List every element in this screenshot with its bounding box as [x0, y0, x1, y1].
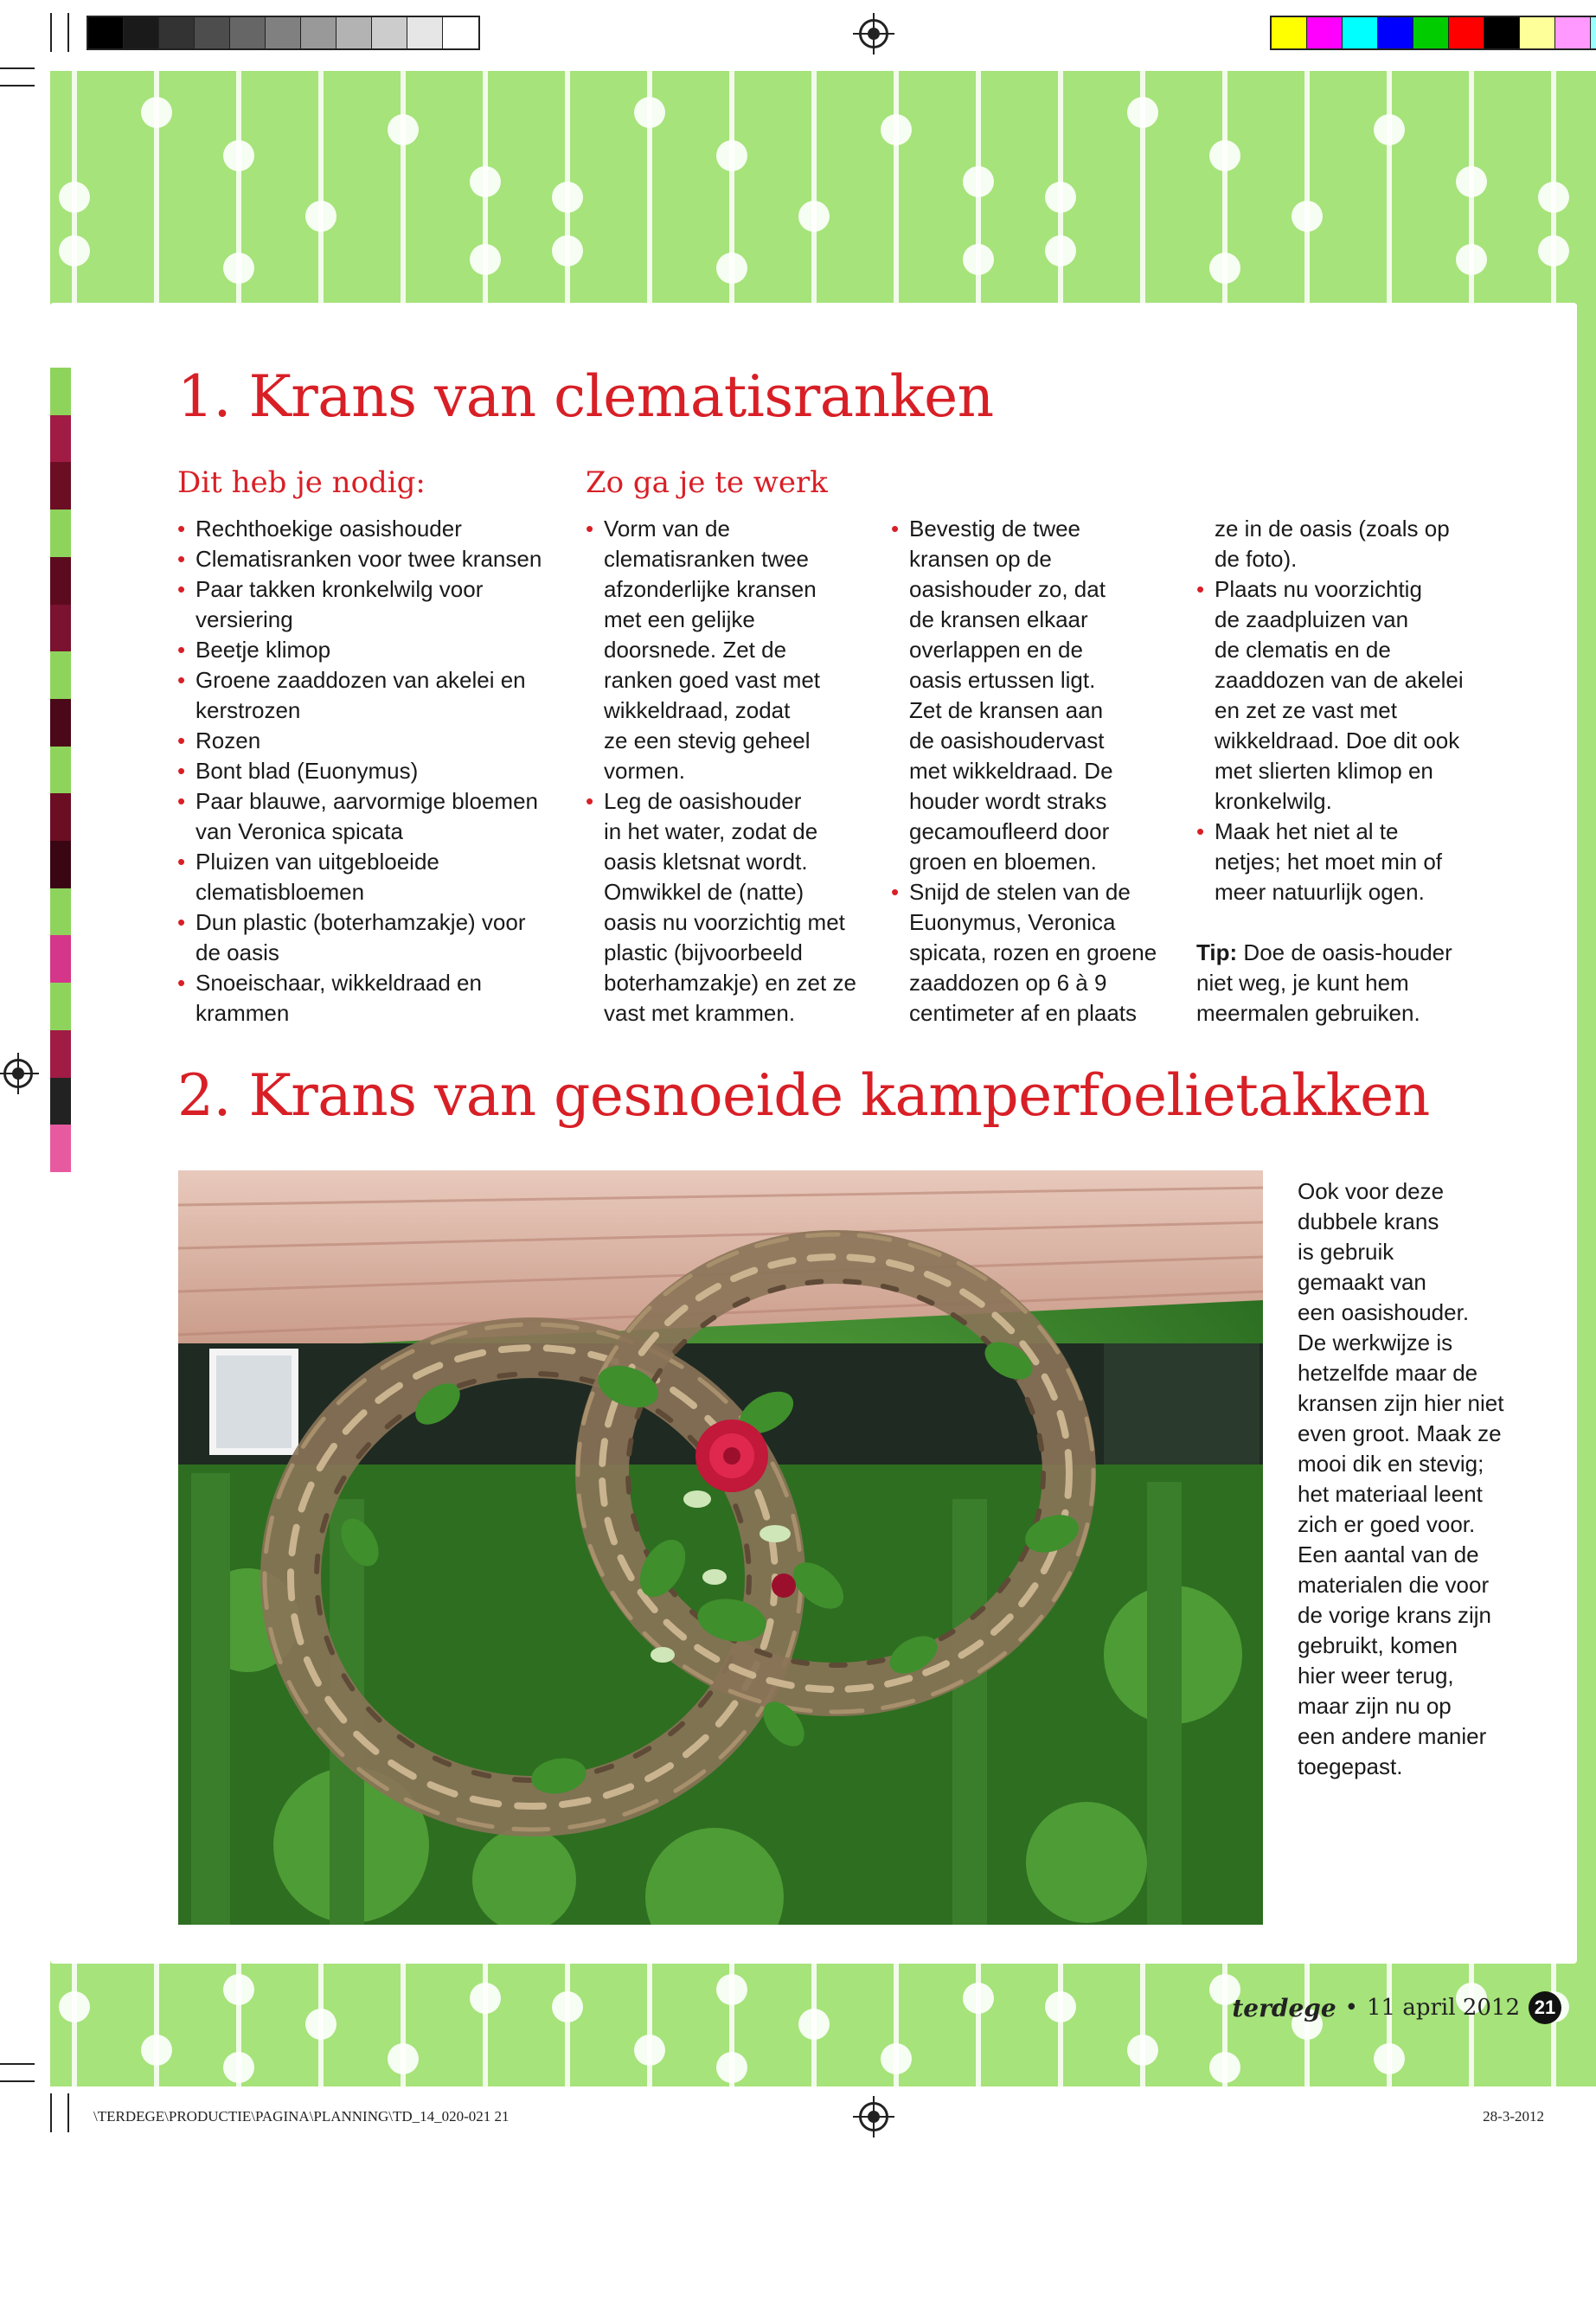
- needs-item-text: van Veronica spicata: [195, 818, 403, 844]
- body-text-line: materialen die voor: [1298, 1572, 1490, 1598]
- needs-item-text: Pluizen van uitgebloeide: [195, 849, 439, 875]
- instruction-step: [586, 514, 871, 786]
- band-dot: [1456, 244, 1487, 275]
- band-dot: [1538, 235, 1569, 266]
- instruction-text: de clematis en de: [1215, 637, 1391, 663]
- instruction-text: gecamoufleerd door: [909, 818, 1110, 844]
- tip-text: meermalen gebruiken.: [1196, 1000, 1420, 1026]
- needs-list-item: [177, 847, 558, 907]
- instruction-text: de oasishoudervast: [909, 727, 1105, 753]
- instruction-text: Vorm van de: [604, 516, 730, 542]
- band-dot: [470, 244, 501, 275]
- body-text-line: een oasishouder.: [1298, 1299, 1470, 1325]
- band-dot: [716, 140, 747, 171]
- bullet-icon: •: [891, 516, 900, 542]
- crop-mark: [0, 85, 35, 87]
- needs-list-item: [177, 786, 558, 847]
- band-dot: [552, 235, 583, 266]
- section2-body: [1298, 1176, 1540, 1782]
- needs-item-text: de oasis: [195, 939, 279, 965]
- band-dot: [223, 2052, 254, 2083]
- registration-mark-left: [3, 1059, 33, 1088]
- print-slug-date: 28-3-2012: [1483, 2108, 1544, 2125]
- instruction-text: de kransen elkaar: [909, 606, 1088, 632]
- instruction-text: centimeter af en plaats: [909, 1000, 1138, 1026]
- instruction-text: zaaddozen op 6 à 9: [909, 970, 1107, 996]
- instruction-text: netjes; het moet min of: [1215, 849, 1443, 875]
- page-number: 21: [1529, 1991, 1561, 2024]
- instruction-text: kronkelwilg.: [1215, 788, 1332, 814]
- band-stripe: [647, 1957, 652, 2086]
- instruction-text: Zet de kransen aan: [909, 697, 1104, 723]
- body-text-line: mooi dik en stevig;: [1298, 1451, 1484, 1477]
- crop-mark: [50, 2093, 52, 2132]
- band-dot: [552, 1991, 583, 2022]
- instruction-text: clematisranken twee: [604, 546, 809, 572]
- instruction-step: [891, 514, 1176, 877]
- instruction-text: plastic (bijvoorbeeld: [604, 939, 803, 965]
- band-dot: [716, 1974, 747, 2005]
- band-dot: [963, 166, 994, 197]
- instruction-text: Omwikkel de (natte): [604, 879, 804, 905]
- band-dot: [963, 1983, 994, 2014]
- band-dot: [1292, 201, 1323, 232]
- needs-list-item: [177, 907, 558, 968]
- instruction-step: [891, 877, 1176, 1029]
- band-stripe: [1140, 1957, 1145, 2086]
- color-calibration-bar: [1270, 16, 1596, 50]
- instruction-text: overlappen en de: [909, 637, 1083, 663]
- band-stripe: [154, 1957, 159, 2086]
- needs-list-item: [177, 514, 558, 544]
- band-stripe: [483, 1957, 488, 2086]
- instruction-text: oasishouder zo, dat: [909, 576, 1106, 602]
- needs-heading: Dit heb je nodig:: [177, 465, 426, 500]
- body-text-line: een andere manier: [1298, 1723, 1487, 1749]
- decorative-side-strip: [1577, 303, 1596, 1990]
- band-dot: [59, 182, 90, 213]
- needs-list-item: [177, 968, 558, 1029]
- body-text-line: De werkwijze is: [1298, 1330, 1453, 1356]
- band-dot: [1045, 1991, 1076, 2022]
- grayscale-calibration-bar: [87, 16, 480, 50]
- band-dot: [634, 97, 665, 128]
- band-dot: [1538, 182, 1569, 213]
- instruction-text: de zaadpluizen van: [1215, 606, 1409, 632]
- band-dot: [305, 2009, 337, 2040]
- needs-item-text: kerstrozen: [195, 697, 301, 723]
- band-dot: [59, 1991, 90, 2022]
- crop-mark: [0, 2063, 35, 2065]
- body-text-line: maar zijn nu op: [1298, 1693, 1452, 1719]
- needs-item-text: Dun plastic (boterhamzakje) voor: [195, 909, 526, 935]
- band-dot: [470, 166, 501, 197]
- crop-mark: [67, 2093, 69, 2132]
- needs-item-text: Bont blad (Euonymus): [195, 758, 419, 784]
- registration-mark-top: [859, 19, 888, 48]
- bullet-icon: •: [891, 879, 900, 905]
- instruction-text: Bevestig de twee: [909, 516, 1081, 542]
- band-dot: [1045, 182, 1076, 213]
- howto-column-1: [586, 514, 871, 1029]
- bullet-icon: •: [177, 849, 186, 875]
- instruction-text: met slierten klimop en: [1215, 758, 1433, 784]
- body-text-line: hetzelfde maar de: [1298, 1360, 1478, 1386]
- band-dot: [305, 201, 337, 232]
- instruction-step: [586, 786, 871, 1029]
- needs-item-text: Groene zaaddozen van akelei en: [195, 667, 526, 693]
- howto-heading: Zo ga je te werk: [586, 465, 828, 500]
- body-text-line: even groot. Maak ze: [1298, 1420, 1502, 1446]
- band-dot: [59, 235, 90, 266]
- band-dot: [223, 1974, 254, 2005]
- band-dot: [716, 2052, 747, 2083]
- instruction-text: Euonymus, Veronica: [909, 909, 1116, 935]
- needs-list-item: [177, 726, 558, 756]
- bullet-icon: •: [586, 516, 594, 542]
- instruction-text: zaaddozen van de akelei: [1215, 667, 1464, 693]
- instruction-text: Maak het niet al te: [1215, 818, 1399, 844]
- band-stripe: [1387, 71, 1392, 304]
- instruction-text: wikkeldraad, zodat: [604, 697, 791, 723]
- band-dot: [634, 2035, 665, 2066]
- tip-label: Tip:: [1196, 939, 1238, 965]
- wreath-photo: [178, 1170, 1263, 1925]
- instruction-text: ze een stevig geheel: [604, 727, 811, 753]
- band-stripe: [976, 1957, 981, 2086]
- color-strip-left: [50, 368, 71, 1172]
- magazine-name: terdege: [1232, 1993, 1336, 2022]
- instruction-text: oasis ertussen ligt.: [909, 667, 1096, 693]
- print-slug-path: \TERDEGE\PRODUCTIE\PAGINA\PLANNING\TD_14_020-021 21: [93, 2108, 510, 2125]
- needs-list-item: [177, 756, 558, 786]
- instruction-text: spicata, rozen en groene: [909, 939, 1157, 965]
- crop-mark: [0, 2080, 35, 2082]
- footer-separator: •: [1344, 1995, 1358, 2021]
- band-dot: [1045, 235, 1076, 266]
- band-stripe: [401, 71, 406, 304]
- needs-list-item: [177, 665, 558, 726]
- tip-paragraph: [1196, 938, 1490, 1029]
- band-dot: [223, 253, 254, 284]
- band-dot: [470, 1983, 501, 2014]
- instruction-text: afzonderlijke kransen: [604, 576, 817, 602]
- instruction-text: groen en bloemen.: [909, 849, 1097, 875]
- crop-mark: [50, 13, 52, 52]
- needs-item-text: Snoeischaar, wikkeldraad en: [195, 970, 482, 996]
- howto-column-2: [891, 514, 1176, 1029]
- needs-item-text: Rechthoekige oasishouder: [195, 516, 462, 542]
- crop-mark: [67, 13, 69, 52]
- bullet-icon: •: [177, 727, 186, 753]
- body-text-line: toegepast.: [1298, 1753, 1403, 1779]
- band-dot: [881, 114, 912, 145]
- band-dot: [1456, 166, 1487, 197]
- instruction-step: [1196, 574, 1490, 817]
- band-stripe: [1304, 71, 1310, 304]
- band-dot: [141, 97, 172, 128]
- needs-item-text: Paar blauwe, aarvormige bloemen: [195, 788, 538, 814]
- band-dot: [798, 2009, 830, 2040]
- body-text-line: de vorige krans zijn: [1298, 1602, 1491, 1628]
- instruction-text: Leg de oasishouder: [604, 788, 802, 814]
- instruction-text: kransen op de: [909, 546, 1052, 572]
- instruction-text: meer natuurlijk ogen.: [1215, 879, 1425, 905]
- needs-item-text: Rozen: [195, 727, 261, 753]
- crop-mark: [0, 67, 35, 69]
- body-text-line: dubbele krans: [1298, 1208, 1439, 1234]
- body-text-line: hier weer terug,: [1298, 1663, 1454, 1689]
- bullet-icon: •: [586, 788, 594, 814]
- band-dot: [1209, 2052, 1240, 2083]
- bullet-icon: •: [177, 637, 186, 663]
- needs-item-text: Clematisranken voor twee kransen: [195, 546, 542, 572]
- needs-list-item: [177, 635, 558, 665]
- band-dot: [1127, 2035, 1158, 2066]
- instruction-text: met een gelijke: [604, 606, 755, 632]
- instruction-text: Snijd de stelen van de: [909, 879, 1131, 905]
- needs-item-text: clematisbloemen: [195, 879, 365, 905]
- bullet-icon: •: [1196, 818, 1205, 844]
- band-dot: [881, 2043, 912, 2074]
- body-text-line: gemaakt van: [1298, 1269, 1426, 1295]
- tip-text: Doe de oasis-houder: [1237, 939, 1452, 965]
- instruction-step: [1196, 817, 1490, 907]
- band-dot: [1127, 97, 1158, 128]
- instruction-text: houder wordt straks: [909, 788, 1107, 814]
- body-text-line: zich er goed voor.: [1298, 1511, 1476, 1537]
- instruction-text: in het water, zodat de: [604, 818, 818, 844]
- band-dot: [798, 201, 830, 232]
- body-text-line: gebruikt, komen: [1298, 1632, 1458, 1658]
- bullet-icon: •: [177, 758, 186, 784]
- body-text-line: het materiaal leent: [1298, 1481, 1483, 1507]
- needs-item-text: Paar takken kronkelwilg voor: [195, 576, 484, 602]
- bullet-icon: •: [177, 909, 186, 935]
- needs-list-item: [177, 574, 558, 635]
- instruction-text: vormen.: [604, 758, 685, 784]
- band-stripe: [811, 71, 817, 304]
- instruction-text: vast met krammen.: [604, 1000, 796, 1026]
- band-dot: [1209, 140, 1240, 171]
- needs-item-text: Beetje klimop: [195, 637, 331, 663]
- needs-list: [177, 514, 558, 1029]
- howto-column-3: [1196, 514, 1490, 1029]
- band-dot: [552, 182, 583, 213]
- issue-date: 11 april 2012: [1367, 1995, 1520, 2021]
- bullet-icon: •: [177, 576, 186, 602]
- band-dot: [1209, 253, 1240, 284]
- tip-text: niet weg, je kunt hem: [1196, 970, 1409, 996]
- bullet-icon: •: [177, 788, 186, 814]
- needs-item-text: versiering: [195, 606, 293, 632]
- instruction-text: boterhamzakje) en zet ze: [604, 970, 856, 996]
- instruction-text: en zet ze vast met: [1215, 697, 1397, 723]
- bullet-icon: •: [177, 970, 186, 996]
- instruction-text: ranken goed vast met: [604, 667, 821, 693]
- honeysuckle-wreath-illustration: [178, 1170, 1263, 1925]
- band-dot: [223, 140, 254, 171]
- instruction-text: de foto).: [1215, 546, 1298, 572]
- band-dot: [963, 244, 994, 275]
- body-text-line: Ook voor deze: [1298, 1178, 1445, 1204]
- page-footer: [1232, 1991, 1561, 2024]
- body-text-line: Een aantal van de: [1298, 1541, 1479, 1567]
- body-text-line: kransen zijn hier niet: [1298, 1390, 1504, 1416]
- band-stripe: [894, 71, 899, 304]
- needs-item-text: krammen: [195, 1000, 290, 1026]
- decorative-band-top: [50, 71, 1596, 304]
- band-dot: [1374, 114, 1405, 145]
- band-dot: [388, 114, 419, 145]
- instruction-text: ze in de oasis (zoals op: [1215, 516, 1450, 542]
- bullet-icon: •: [1196, 576, 1205, 602]
- instruction-text: oasis kletsnat wordt.: [604, 849, 808, 875]
- bullet-icon: •: [177, 546, 186, 572]
- band-dot: [388, 2043, 419, 2074]
- instruction-text: met wikkeldraad. De: [909, 758, 1113, 784]
- bullet-icon: •: [177, 516, 186, 542]
- needs-list-item: [177, 544, 558, 574]
- section1-title: 1. Krans van clematisranken: [177, 363, 994, 430]
- instruction-step: [1196, 514, 1490, 574]
- registration-mark-bottom: [859, 2102, 888, 2131]
- band-stripe: [318, 71, 324, 304]
- band-dot: [1374, 2043, 1405, 2074]
- bullet-icon: •: [177, 667, 186, 693]
- body-text-line: is gebruik: [1298, 1239, 1394, 1265]
- band-dot: [716, 253, 747, 284]
- instruction-text: wikkeldraad. Doe dit ook: [1215, 727, 1460, 753]
- section2-title: 2. Krans van gesnoeide kamperfoelietakken: [177, 1062, 1430, 1129]
- band-dot: [141, 2035, 172, 2066]
- instruction-text: doorsnede. Zet de: [604, 637, 787, 663]
- instruction-text: oasis nu voorzichtig met: [604, 909, 845, 935]
- instruction-text: Plaats nu voorzichtig: [1215, 576, 1422, 602]
